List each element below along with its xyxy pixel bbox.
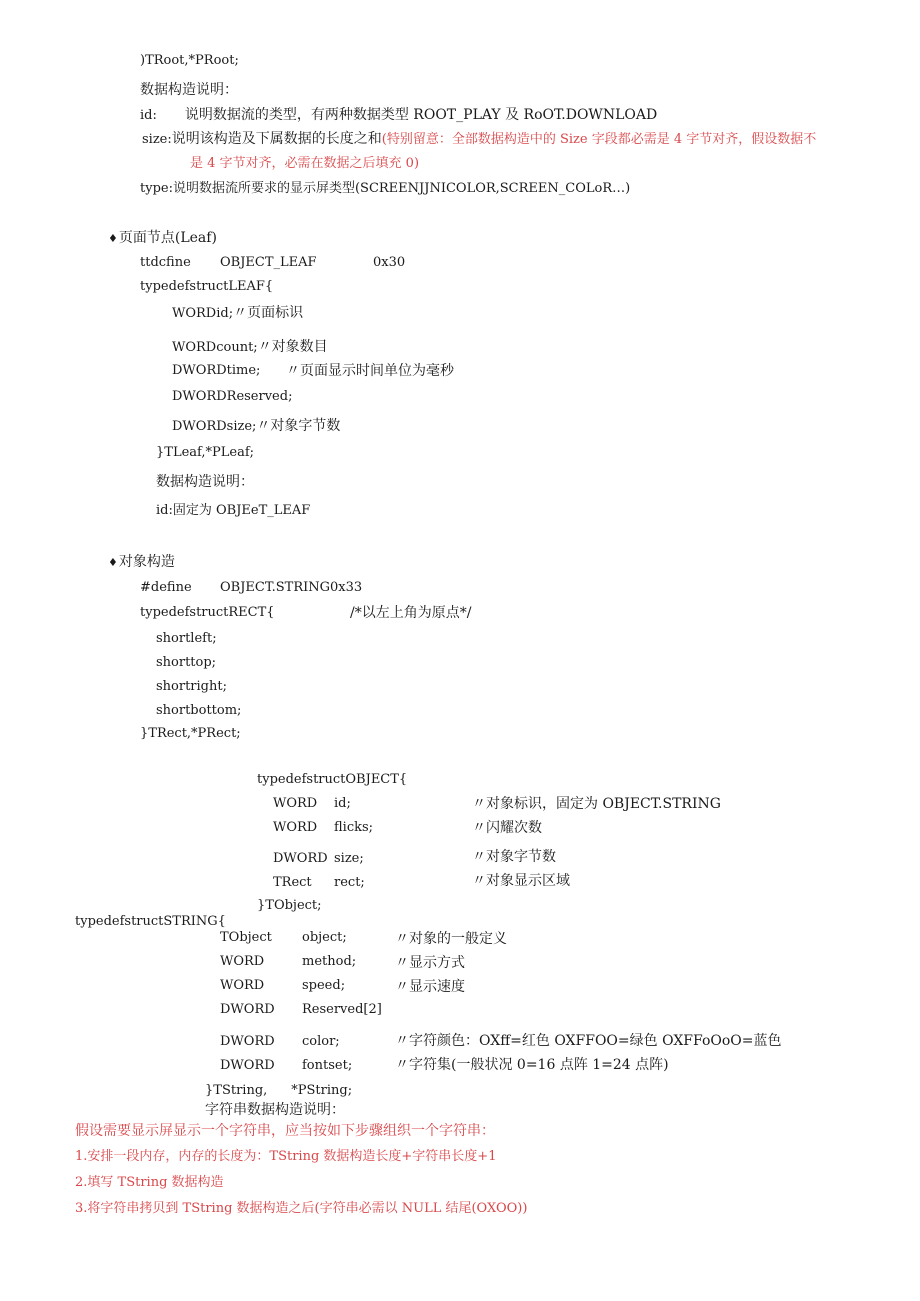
obj-field-comment: 〃对象字节数 [472, 849, 556, 865]
str-field-type: WORD [220, 978, 265, 993]
root-size-note-cont: 是 4 字节对齐，必需在数据之后填充 0) [190, 156, 420, 171]
rect-field: shortbottom; [156, 703, 242, 718]
str-field-name: method; [302, 954, 357, 969]
obj-field-name: rect; [334, 875, 365, 890]
root-id-line [140, 106, 657, 125]
troot-struct-end: )TRoot,*PRoot; [140, 53, 239, 68]
str-field-name: fontset; [302, 1058, 353, 1073]
leaf-struct-end: }TLeaf,*PLeaf; [156, 445, 255, 460]
str-field-name: object; [302, 930, 347, 945]
object-define-kw: #define [140, 580, 192, 595]
str-field-comment: 〃字符集(一般状况 0=16 点阵 1=24 点阵) [395, 1057, 669, 1073]
leaf-define-kw: ttdcfine [140, 255, 191, 270]
str-field-type: TObject [220, 930, 272, 945]
leaf-field-comment: 〃对象字节数 [256, 418, 341, 434]
leaf-heading-text: 页面节点(Leaf) [118, 230, 217, 246]
obj-field-name: size; [334, 851, 364, 866]
obj-field-type: DWORD [273, 851, 328, 866]
str-struct-end-b: *PString; [291, 1083, 353, 1098]
str-struct-start: typedefstructSTRING{ [75, 914, 226, 929]
str-field-type: DWORD [220, 1034, 275, 1049]
leaf-field-decl: WORDcount; [172, 340, 258, 355]
obj-field-name: id; [334, 796, 351, 811]
str-field-name: Reserved[2] [302, 1002, 382, 1017]
rect-field: shortright; [156, 679, 227, 694]
str-desc-title: 字符串数据构造说明： [205, 1102, 345, 1118]
obj-field-comment: 〃闪耀次数 [472, 820, 542, 836]
rect-field: shorttop; [156, 655, 217, 670]
leaf-field-comment: 〃页面标识 [233, 305, 304, 321]
step-item: 3.将字符串拷贝到 TString 数据构造之后(字符串必需以 NULL 结尾(OXOO)) [75, 1201, 528, 1216]
leaf-id-desc: id:固定为 OBJEeT_LEAF [156, 503, 311, 518]
obj-field-comment: 〃对象显示区域 [472, 873, 570, 889]
leaf-heading [108, 229, 217, 248]
str-struct-end-a: }TString, [205, 1083, 268, 1098]
root-size-desc: 说明该构造及下属数据的长度之和 [171, 131, 382, 147]
str-field-type: DWORD [220, 1002, 275, 1017]
leaf-field [172, 304, 303, 323]
leaf-field [172, 338, 328, 357]
root-size-key: size: [142, 132, 172, 147]
step-item: 2.填写 TString 数据构造 [75, 1175, 224, 1190]
str-struct-end [205, 1082, 352, 1100]
root-id-desc: 说明数据流的类型，有两种数据类型 ROOT_PLAY 及 RoOT.DOWNLOAD [184, 107, 658, 123]
str-field-type: DWORD [220, 1058, 275, 1073]
rect-struct-start: typedefstructRECT{ [140, 605, 275, 620]
root-size-note: (特别留意：全部数据构造中的 Size 字段都必需是 4 字节对齐，假设数据不 [381, 132, 817, 147]
leaf-define-value: 0x30 [373, 255, 406, 270]
str-field-comment: 〃显示速度 [395, 979, 465, 995]
str-field-comment: 〃字符颜色：OXff=红色 OXFFOO=绿色 OXFFoOoO=蓝色 [395, 1033, 782, 1049]
leaf-field-decl: DWORDsize; [172, 419, 257, 434]
rect-comment: /*以左上角为原点*/ [350, 605, 472, 621]
str-field-name: speed; [302, 978, 346, 993]
obj-field-comment: 〃对象标识，固定为 OBJECT.STRING [472, 796, 721, 812]
steps-intro: 假设需要显示屏显示一个字符串，应当按如下步骤组织一个字符串： [75, 1123, 495, 1139]
rect-struct-end: }TRect,*PRect; [140, 726, 241, 741]
obj-field-type: WORD [273, 820, 318, 835]
leaf-field [172, 417, 340, 436]
str-field-comment: 〃对象的一般定义 [395, 931, 507, 947]
leaf-define-name: OBJECT_LEAF [220, 255, 317, 270]
object-heading [108, 553, 175, 572]
obj-struct-start: typedefstructOBJECT{ [257, 772, 408, 787]
obj-field-type: TRect [273, 875, 312, 890]
step-item: 1.安排一段内存，内存的长度为：TString 数据构造长度+字符串长度+1 [75, 1149, 497, 1164]
obj-struct-end: }TObject; [257, 898, 322, 913]
obj-field-name: flicks; [334, 820, 374, 835]
leaf-field-decl: DWORDReserved; [172, 389, 293, 404]
object-define-value: OBJECT.STRING0x33 [220, 580, 363, 595]
root-size-line [142, 130, 816, 149]
leaf-field-comment: 〃对象数目 [257, 339, 328, 355]
leaf-field-decl: DWORDtime; [172, 363, 261, 378]
bullet-icon: ♦ [108, 232, 118, 245]
leaf-field-decl: WORDid; [172, 306, 234, 321]
leaf-desc-title: 数据构造说明： [156, 474, 254, 490]
leaf-field-comment: 〃页面显示时间单位为毫秒 [286, 363, 454, 379]
str-field-comment: 〃显示方式 [395, 955, 465, 971]
object-heading-text: 对象构造 [118, 554, 175, 570]
str-field-type: WORD [220, 954, 265, 969]
root-id-key: id: [140, 108, 157, 123]
bullet-icon: ♦ [108, 556, 118, 569]
rect-field: shortleft; [156, 631, 217, 646]
root-type-line: type:说明数据流所要求的显示屏类型(SCREENJJNICOLOR,SCREEN_COLoR…) [140, 181, 631, 196]
obj-field-type: WORD [273, 796, 318, 811]
str-field-name: color; [302, 1034, 340, 1049]
root-desc-title: 数据构造说明： [140, 82, 238, 98]
leaf-struct-start: typedefstructLEAF{ [140, 279, 274, 294]
